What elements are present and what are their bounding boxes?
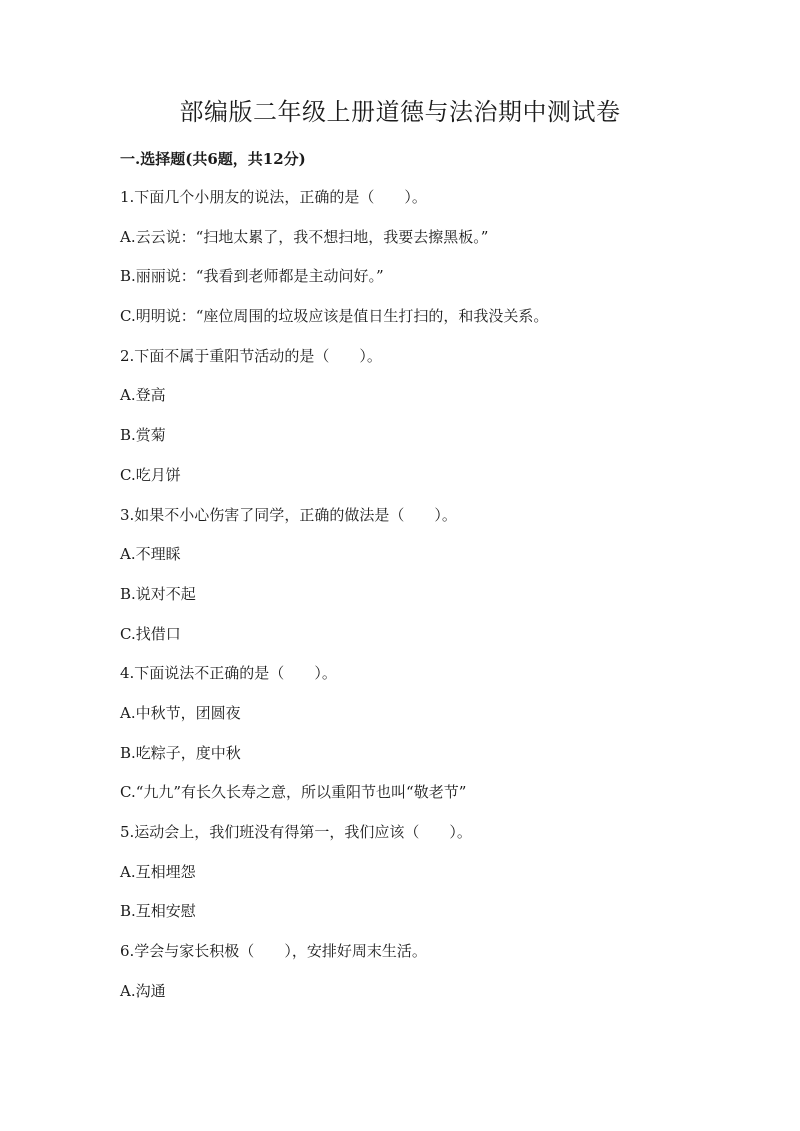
question-2-option-c: C.吃月饼 bbox=[120, 465, 181, 484]
question-1-stem: 1.下面几个小朋友的说法，正确的是（ ）。 bbox=[120, 188, 427, 206]
question-5-stem: 5.运动会上，我们班没有得第一，我们应该（ ）。 bbox=[120, 823, 472, 841]
question-3-option-b: B.说对不起 bbox=[120, 584, 196, 603]
question-2-stem: 2.下面不属于重阳节活动的是（ ）。 bbox=[120, 346, 382, 365]
question-3-option-a: A.不理睬 bbox=[120, 545, 181, 564]
question-6-stem: 6.学会与家长积极（ ），安排好周末生活。 bbox=[120, 942, 427, 961]
question-3-stem: 3.如果不小心伤害了同学，正确的做法是（ ）。 bbox=[120, 505, 457, 524]
question-4-option-b: B.吃粽子，度中秋 bbox=[120, 743, 241, 762]
question-3-option-c: C.找借口 bbox=[120, 624, 181, 643]
question-2-option-a: A.登高 bbox=[120, 386, 166, 405]
question-1-option-c: C.明明说：“座位周围的垃圾应该是值日生打扫的，和我没关系。 bbox=[120, 307, 549, 326]
question-4-stem: 4.下面说法不正确的是（ ）。 bbox=[120, 664, 337, 683]
question-2-option-b: B.赏菊 bbox=[120, 426, 166, 445]
question-list bbox=[120, 185, 720, 1018]
question-1-option-a: A.云云说：“扫地太累了，我不想扫地，我要去擦黑板。” bbox=[120, 227, 489, 246]
question-4-option-a: A.中秋节，团圆夜 bbox=[120, 703, 241, 722]
question-6-option-a: A.沟通 bbox=[120, 981, 166, 1000]
section-heading: 一.选择题(共6题，共12分) bbox=[120, 150, 306, 168]
question-1-option-b: B.丽丽说：“我看到老师都是主动问好。” bbox=[120, 267, 384, 286]
question-5-option-b: B.互相安慰 bbox=[120, 902, 196, 921]
question-4-option-c: C.“九九”有长久长寿之意，所以重阳节也叫“敬老节” bbox=[120, 783, 467, 802]
question-5-option-a: A.互相埋怨 bbox=[120, 862, 196, 881]
exam-title: 部编版二年级上册道德与法治期中测试卷 bbox=[179, 98, 621, 126]
